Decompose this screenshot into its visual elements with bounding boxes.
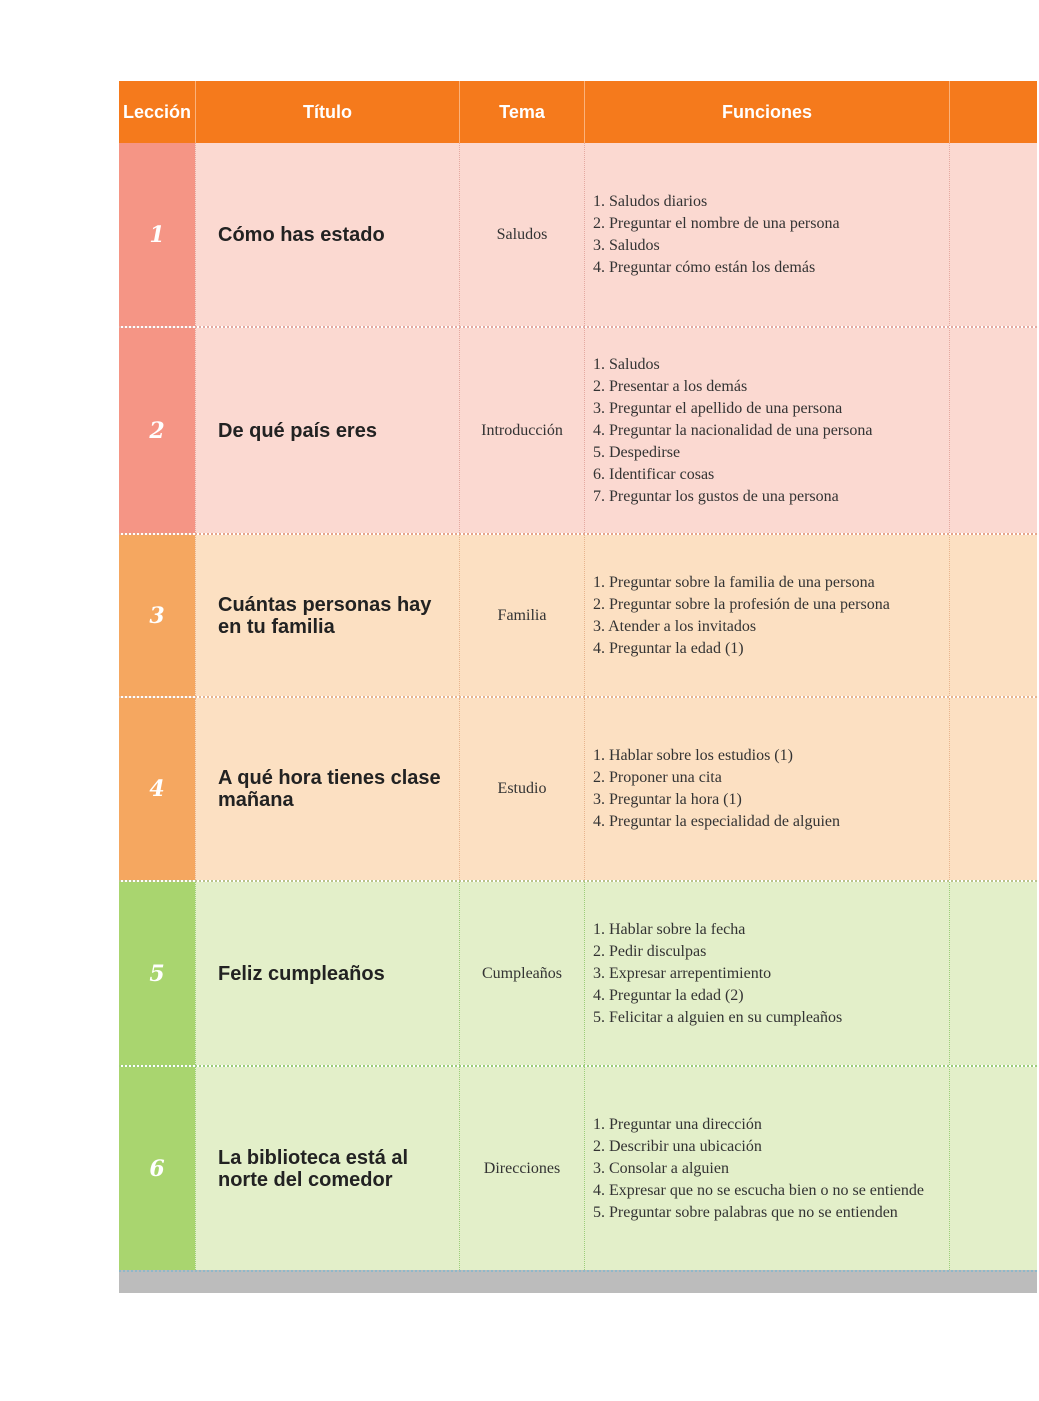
lesson-functions xyxy=(584,882,949,1065)
function-item: 2. Preguntar el nombre de una persona xyxy=(593,214,840,232)
table-row xyxy=(119,696,1037,880)
function-item: 1. Saludos diarios xyxy=(593,192,708,210)
lesson-number: 3 xyxy=(119,535,195,696)
header-empty xyxy=(949,81,1037,143)
table-row xyxy=(119,143,1037,326)
table-row xyxy=(119,533,1037,696)
function-item: 4. Preguntar la edad (1) xyxy=(593,639,744,657)
empty-cell xyxy=(949,882,1037,1065)
table-footer-bar xyxy=(119,1270,1037,1293)
header-functions: Funciones xyxy=(584,81,949,143)
empty-cell xyxy=(949,1067,1037,1270)
header-lesson: Lección xyxy=(122,101,192,122)
lesson-number: 5 xyxy=(119,882,195,1065)
function-item: 1. Preguntar una dirección xyxy=(593,1115,762,1133)
function-item: 2. Preguntar sobre la profesión de una persona xyxy=(593,595,890,613)
lesson-table xyxy=(119,81,1037,1293)
function-item: 4. Expresar que no se escucha bien o no se entiende xyxy=(593,1181,924,1199)
lesson-title: La biblioteca está al norte del comedor xyxy=(195,1067,459,1270)
function-item: 5. Despedirse xyxy=(593,443,681,461)
lesson-topic: Direcciones xyxy=(459,1067,584,1270)
lesson-topic: Estudio xyxy=(459,698,584,880)
lesson-number: 2 xyxy=(119,328,195,533)
lesson-title: Cómo has estado xyxy=(195,143,459,326)
function-item: 5. Felicitar a alguien en su cumpleaños xyxy=(593,1008,843,1026)
function-item: 2. Describir una ubicación xyxy=(593,1137,762,1155)
function-item: 6. Identificar cosas xyxy=(593,465,715,483)
function-item: 1. Saludos xyxy=(593,355,660,373)
function-item: 1. Hablar sobre los estudios (1) xyxy=(593,747,793,764)
empty-cell xyxy=(949,143,1037,326)
table-row xyxy=(119,1065,1037,1270)
lesson-topic: Saludos xyxy=(459,143,584,326)
function-item: 7. Preguntar los gustos de una persona xyxy=(593,487,839,505)
function-item: 3. Preguntar la hora (1) xyxy=(593,791,742,808)
lesson-title: A qué hora tienes clase mañana xyxy=(195,698,459,880)
function-item: 1. Preguntar sobre la familia de una persona xyxy=(593,573,875,591)
function-item: 3. Atender a los invitados xyxy=(593,617,757,635)
table-header xyxy=(119,81,1037,143)
lesson-number: 6 xyxy=(119,1067,195,1270)
empty-cell xyxy=(949,698,1037,880)
function-item: 2. Proponer una cita xyxy=(593,769,722,786)
function-item: 3. Preguntar el apellido de una persona xyxy=(593,399,843,417)
lesson-functions xyxy=(584,698,949,880)
function-item: 2. Pedir disculpas xyxy=(593,942,707,960)
lesson-topic: Familia xyxy=(459,535,584,696)
function-item: 1. Hablar sobre la fecha xyxy=(593,920,746,938)
function-item: 4. Preguntar cómo están los demás xyxy=(593,258,816,276)
function-item: 4. Preguntar la nacionalidad de una persona xyxy=(593,421,873,439)
table-row xyxy=(119,880,1037,1065)
lesson-functions xyxy=(584,143,949,326)
lesson-title: Cuántas personas hay en tu familia xyxy=(195,535,459,696)
function-item: 3. Consolar a alguien xyxy=(593,1159,729,1177)
lesson-number: 1 xyxy=(119,143,195,326)
lesson-number: 4 xyxy=(119,698,195,880)
header-topic: Tema xyxy=(459,81,584,143)
empty-cell xyxy=(949,328,1037,533)
lesson-title: Feliz cumpleaños xyxy=(195,882,459,1065)
table-row xyxy=(119,326,1037,533)
lesson-topic: Introducción xyxy=(459,328,584,533)
header-title: Título xyxy=(195,81,459,143)
function-item: 4. Preguntar la edad (2) xyxy=(593,986,744,1004)
lesson-title: De qué país eres xyxy=(195,328,459,533)
function-item: 2. Presentar a los demás xyxy=(593,377,748,395)
function-item: 4. Preguntar la especialidad de alguien xyxy=(593,813,841,830)
lesson-functions xyxy=(584,535,949,696)
function-item: 5. Preguntar sobre palabras que no se entienden xyxy=(593,1203,898,1221)
lesson-functions xyxy=(584,328,949,533)
lesson-topic: Cumpleaños xyxy=(459,882,584,1065)
empty-cell xyxy=(949,535,1037,696)
function-item: 3. Saludos xyxy=(593,236,660,254)
function-item: 3. Expresar arrepentimiento xyxy=(593,964,772,982)
lesson-functions xyxy=(584,1067,949,1270)
